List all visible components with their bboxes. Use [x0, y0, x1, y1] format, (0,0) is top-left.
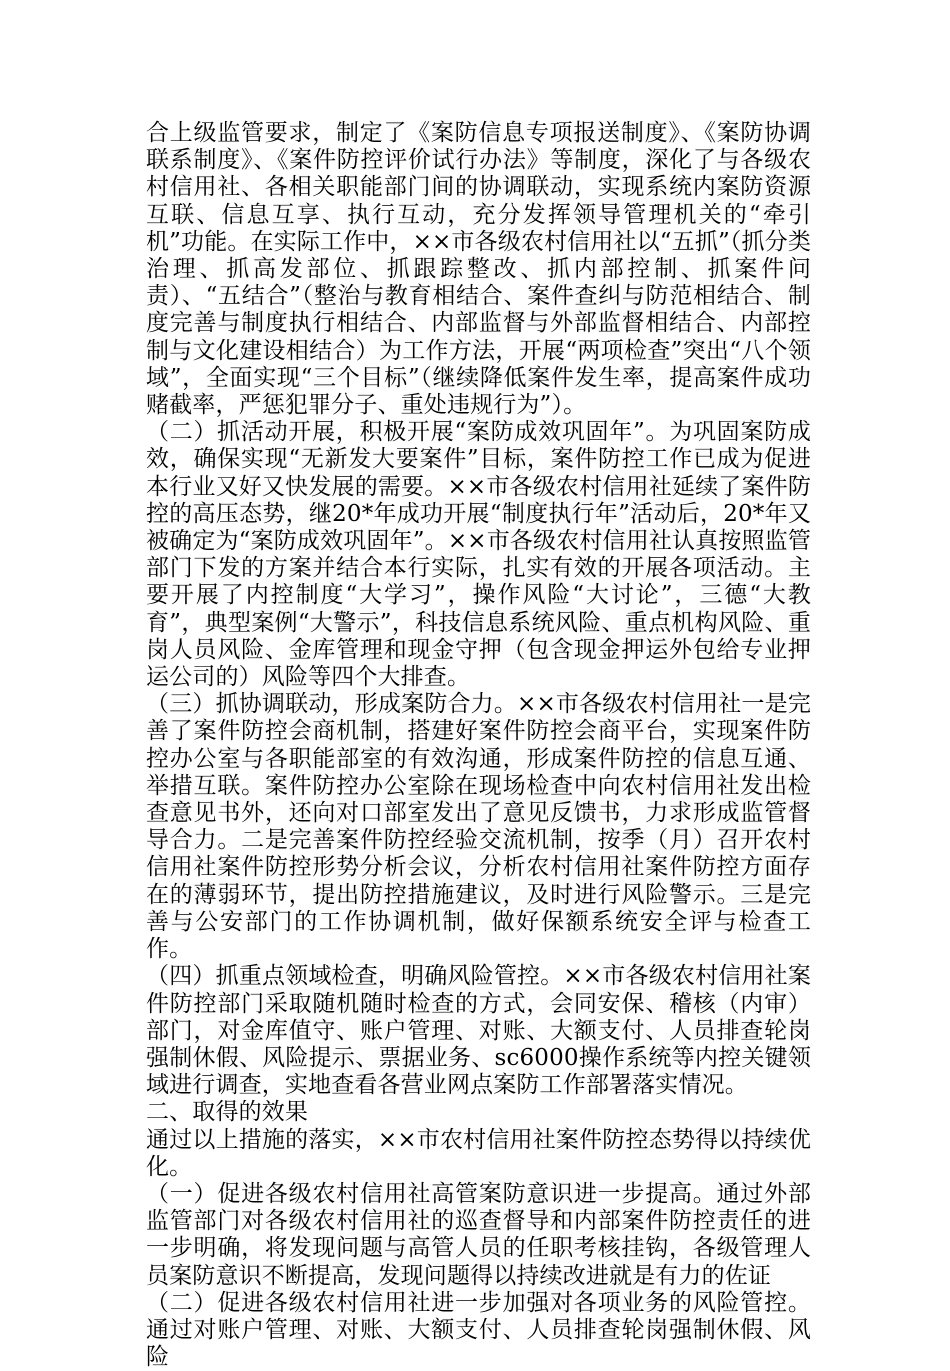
- paragraph-activity-campaign: （二）抓活动开展，积极开展“案防成效巩固年”。为巩固案防成效，确保实现“无新发大要案件”目标，案件防控工作已成为促进本行业又好又快发展的需要。××市各级农村信用社延续了案件防控的高压态势，继20*年成功开展“制度执行年”活动后，20*年又被确定为“案防成效巩固年”。××市各级农村信用社认真按照监管部门下发的方案并结合本行实际，扎实有效的开展各项活动。主要开展了内控制度“大学习”，操作风险“大讨论”，三德“大教育”，典型案例“大警示”，科技信息系统风险、重点机构风险、重岗人员风险、金库管理和现金守押（包含现金押运外包给专业押运公司的）风险等四个大排查。: [146, 419, 811, 691]
- paragraph-coordination-linkage: （三）抓协调联动，形成案防合力。××市各级农村信用社一是完善了案件防控会商机制，搭建好案件防控会商平台，实现案件防控办公室与各职能部室的有效沟通，形成案件防控的信息互通、举措互联。案件防控办公室除在现场检查中向农村信用社发出检查意见书外，还向对口部室发出了意见反馈书，力求形成监管督导合力。二是完善案件防控经验交流机制，按季（月）召开农村信用社案件防控形势分析会议，分析农村信用社案件防控方面存在的薄弱环节，提出防控措施建议，及时进行风险警示。三是完善与公安部门的工作协调机制，做好保额系统安全评与检查工作。: [146, 691, 811, 963]
- paragraph-results-intro: 通过以上措施的落实，××市农村信用社案件防控态势得以持续优化。: [146, 1126, 811, 1180]
- paragraph-result-awareness: （一）促进各级农村信用社高管案防意识进一步提高。通过外部监管部门对各级农村信用社的巡查督导和内部案件防控责任的进一步明确，将发现问题与高管人员的任职考核挂钩，各级管理人员案防意识不断提高，发现问题得以持续改进就是有力的佐证: [146, 1180, 811, 1289]
- paragraph-result-risk-control: （二）促进各级农村信用社进一步加强对各项业务的风险管控。通过对账户管理、对账、大额支付、人员排查轮岗强制休假、风险: [146, 1289, 811, 1371]
- document-page: [146, 120, 811, 1371]
- paragraph-case-prevention-mechanism: 合上级监管要求，制定了《案防信息专项报送制度》、《案防协调联系制度》、《案件防控评价试行办法》等制度，深化了与各级农村信用社、各相关职能部门间的协调联动，实现系统内案防资源互联、信息互享、执行互动，充分发挥领导管理机关的“牵引机”功能。在实际工作中，××市各级农村信用社以“五抓”（抓分类治理、抓高发部位、抓跟踪整改、抓内部控制、抓案件问责）、“五结合”（整治与教育相结合、案件查纠与防范相结合、制度完善与制度执行相结合、内部监督与外部监督相结合、内部控制与文化建设相结合）为工作方法，开展“两项检查”突出“八个领域”，全面实现“三个目标”（继续降低案件发生率，提高案件成功赌截率，严惩犯罪分子、重处违规行为”）。: [146, 120, 811, 419]
- section-heading-results: 二、取得的效果: [146, 1099, 309, 1126]
- paragraph-key-area-inspection: （四）抓重点领域检查，明确风险管控。××市各级农村信用社案件防控部门采取随机随时检查的方式，会同安保、稽核（内审）部门，对金库值守、账户管理、对账、大额支付、人员排查轮岗强制休假、风险提示、票据业务、sc6000操作系统等内控关键领域进行调查，实地查看各营业网点案防工作部署落实情况。: [146, 963, 811, 1099]
